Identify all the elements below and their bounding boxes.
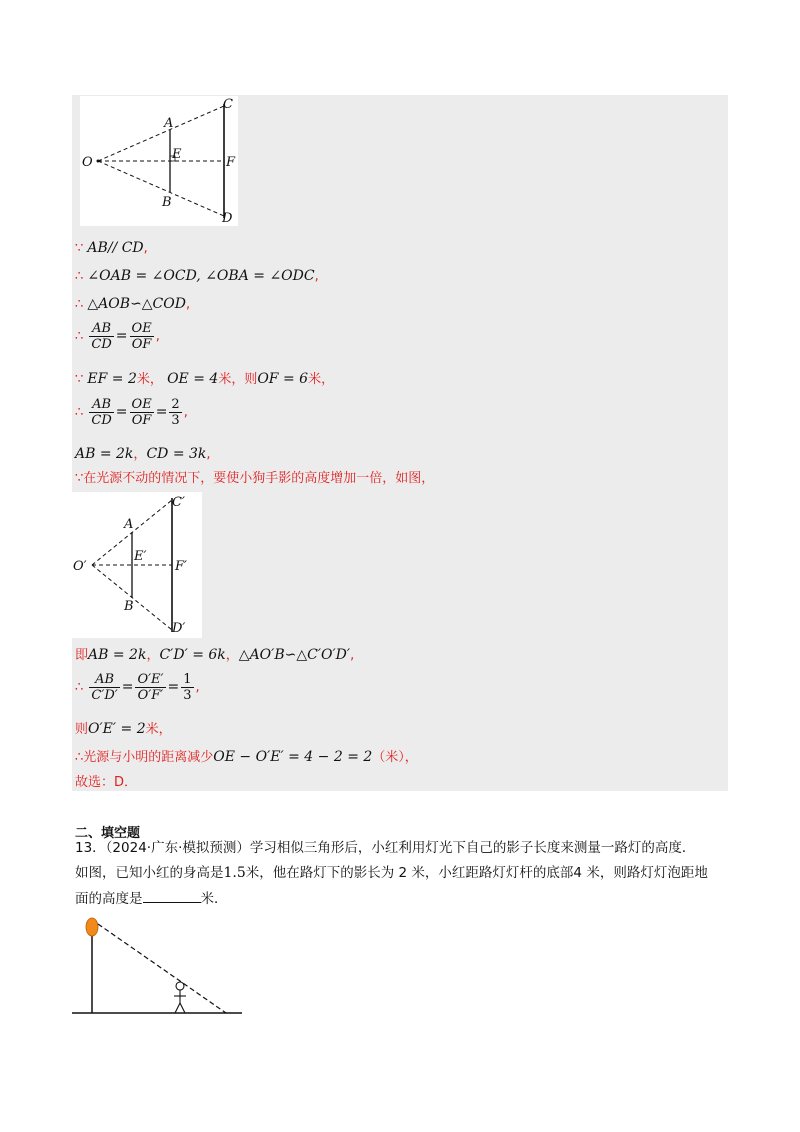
fraction: $\frac{OE}{OF}$ [131,397,152,428]
fraction: $\frac{O'E'}{O'F'}$ [137,672,164,703]
sol-line-6: ∴ $\frac{AB}{CD}$ = $\frac{OE}{OF}$ = $\frac{2}{3}$ , [75,397,188,428]
sol-line-13: 故选：D． [75,775,138,790]
sol-line-7: AB = 2k，CD = 3k, [75,446,211,462]
sol-line-10: ∴ $\frac{AB}{C'D'}$ = $\frac{O'E'}{O'F'}$ = $\frac{1}{3}$ , [75,672,200,703]
fraction: $\frac{1}{3}$ [183,672,192,703]
similar-triangles-figure-2 [72,492,202,638]
fig1-label-O: O [82,155,93,170]
answer-blank[interactable] [143,890,201,903]
sol-line-9: 即AB = 2k，C′D′ = 6k，△AO′B∽△C′O′D′, [75,647,355,663]
street-lamp-figure [70,910,245,1020]
fig1-label-F: F [226,155,236,170]
fraction: $\frac{AB}{C'D'}$ [91,672,118,703]
similar-triangles-figure-1 [80,96,238,226]
lamp-bulb-icon [86,918,98,936]
question-line-3: 面的高度是 米． [75,891,228,907]
fig2-label-F: F′ [175,559,187,574]
fig1-label-D: D [222,211,233,226]
fig1-label-E: E [172,147,182,162]
person-icon [174,982,186,1013]
fig2-label-A: A [124,517,134,532]
fraction: $\frac{OE}{OF}$ [131,321,152,352]
sol-line-5: ∵ EF = 2米， OE = 4米，则OF = 6米， [75,371,335,387]
fraction: $\frac{2}{3}$ [171,397,180,428]
sol-line-3: ∴ △AOB∽△COD, [75,296,191,312]
fig2-label-B: B [124,599,134,614]
sol-line-8: ∵在光源不动的情况下，要使小狗手影的高度增加一倍，如图， [75,471,435,486]
section-title: 二、填空题 [75,826,141,841]
question-line-2: 如图，已知小红的身高是1.5米，他在路灯下的影长为 2 米，小红距路灯灯杆的底部4 米，则路灯灯泡距地 [75,865,708,881]
fig1-label-A: A [164,116,174,131]
fig2-label-C: C′ [172,495,185,510]
fig2-label-D: D′ [172,621,186,636]
sol-line-11: 则O′E′ = 2米， [75,721,172,737]
fig2-label-E: E′ [134,549,147,564]
sol-line-1: ∵ AB// CD, [75,240,148,256]
fig1-label-B: B [162,195,172,210]
fraction: $\frac{AB}{CD}$ [91,321,112,352]
fig2-label-O: O′ [73,559,87,574]
fig1-label-C: C [223,97,233,112]
sol-line-12: ∴光源与小明的距离减少OE − O′E′ = 4 − 2 = 2（米）， [75,749,418,765]
fraction: $\frac{AB}{CD}$ [91,397,112,428]
sol-line-4: ∴ $\frac{AB}{CD}$ = $\frac{OE}{OF}$ , [75,321,160,352]
sol-line-2: ∴ ∠OAB = ∠OCD, ∠OBA = ∠ODC, [75,268,319,284]
question-line-1: 13．（2024·广东·模拟预测）学习相似三角形后，小红利用灯光下自己的影子长度来测量一路灯的高度． [75,840,696,856]
